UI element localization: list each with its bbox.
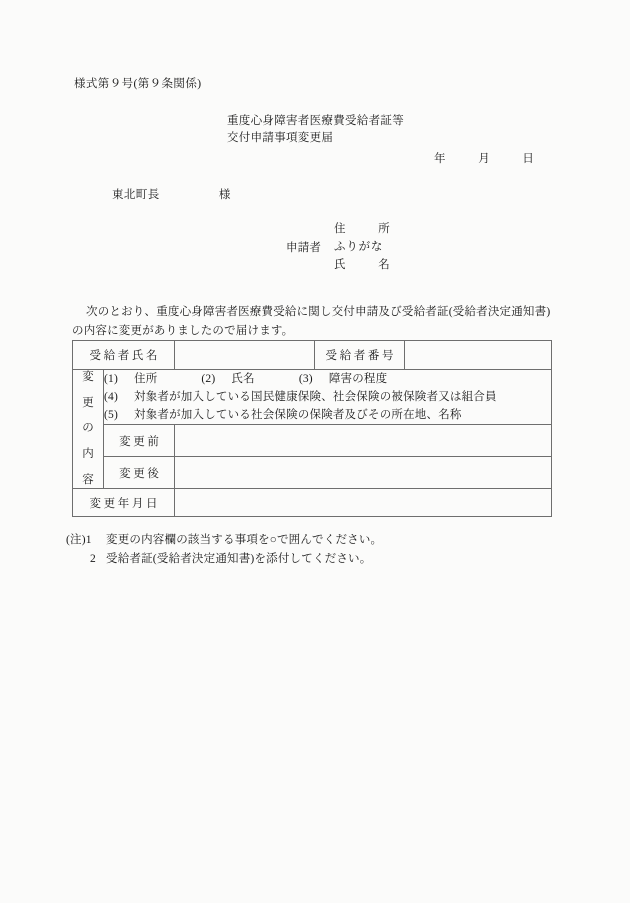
addressee-name: 東北町長: [112, 189, 160, 201]
change-date-value[interactable]: [175, 489, 552, 517]
item-1-text[interactable]: 住所: [134, 373, 158, 385]
item-4-text[interactable]: 対象者が加入している国民健康保険、社会保険の被保険者又は組合員: [134, 391, 497, 403]
change-content-char-5: 容: [82, 473, 94, 486]
item-3-number[interactable]: (3): [298, 373, 313, 385]
change-item-row-2: [104, 388, 551, 406]
day-label: 日: [522, 153, 535, 165]
change-content-char-3: の: [82, 422, 94, 435]
change-content-label: [73, 370, 104, 489]
addressee-honorific: 様: [218, 189, 231, 201]
change-content-char-4: 内: [82, 447, 94, 460]
applicant-label: 申請者: [286, 242, 322, 254]
recipient-number-value[interactable]: [405, 341, 552, 370]
applicant-address-label: 住所: [334, 223, 390, 235]
footnote-2-text: 受給者証(受給者決定通知書)を添付してください。: [106, 553, 372, 565]
table-row-after: [73, 457, 552, 489]
title-line-2: 交付申請事項変更届: [227, 132, 334, 144]
change-item-row-3: [104, 406, 551, 424]
after-label: 変更後: [104, 457, 175, 489]
recipient-name-label: 受給者氏名: [73, 341, 175, 370]
table-row-change-date: [73, 489, 552, 517]
item-2-text[interactable]: 氏名: [231, 373, 255, 385]
change-content-char-1: 変: [82, 371, 94, 383]
document-title: [227, 113, 404, 147]
item-1-number[interactable]: (1): [104, 373, 119, 385]
table-row-before: [73, 425, 552, 457]
footnote-1-text: 変更の内容欄の該当する事項を○で囲んでください。: [106, 534, 383, 546]
change-item-row-1: [104, 370, 551, 388]
footnote-2: [66, 550, 382, 569]
item-5-text[interactable]: 対象者が加入している社会保険の保険者及びその所在地、名称: [134, 409, 462, 421]
item-5-number[interactable]: (5): [104, 409, 119, 421]
change-content-char-2: 更: [82, 396, 94, 409]
title-line-1: 重度心身障害者医療費受給者証等: [227, 115, 404, 127]
applicant-fields: [334, 220, 390, 274]
year-label: 年: [434, 153, 446, 165]
after-value[interactable]: [175, 457, 552, 489]
change-form-table: [72, 340, 552, 517]
footnote-1-marker: (注)1: [66, 534, 92, 546]
change-items-list: [104, 370, 552, 425]
applicant-furigana-label: ふりがな: [334, 241, 384, 253]
change-date-label: 変更年月日: [73, 489, 175, 517]
item-3-text[interactable]: 障害の程度: [328, 373, 388, 385]
recipient-number-label: 受給者番号: [315, 341, 405, 370]
form-number: 様式第９号(第９条関係): [74, 78, 202, 90]
footnote-1: [66, 531, 382, 550]
table-row-change-items: [73, 370, 552, 425]
addressee: [112, 186, 231, 202]
footnotes: [66, 531, 382, 569]
item-4-number[interactable]: (4): [104, 391, 119, 403]
table-row-recipient: [73, 341, 552, 370]
applicant-block: [286, 220, 390, 274]
footnote-2-marker: 2: [90, 553, 96, 565]
applicant-name-label: 氏名: [334, 259, 390, 271]
month-label: 月: [478, 153, 490, 165]
before-value[interactable]: [175, 425, 552, 457]
body-paragraph: 次のとおり、重度心身障害者医療費受給に関し交付申請及び受給者証(受給者決定通知書)の内容に変更がありましたので届けます。: [72, 306, 551, 337]
submission-date-line: [434, 150, 534, 166]
item-2-number[interactable]: (2): [201, 373, 216, 385]
recipient-name-value[interactable]: [175, 341, 315, 370]
before-label: 変更前: [104, 425, 175, 457]
